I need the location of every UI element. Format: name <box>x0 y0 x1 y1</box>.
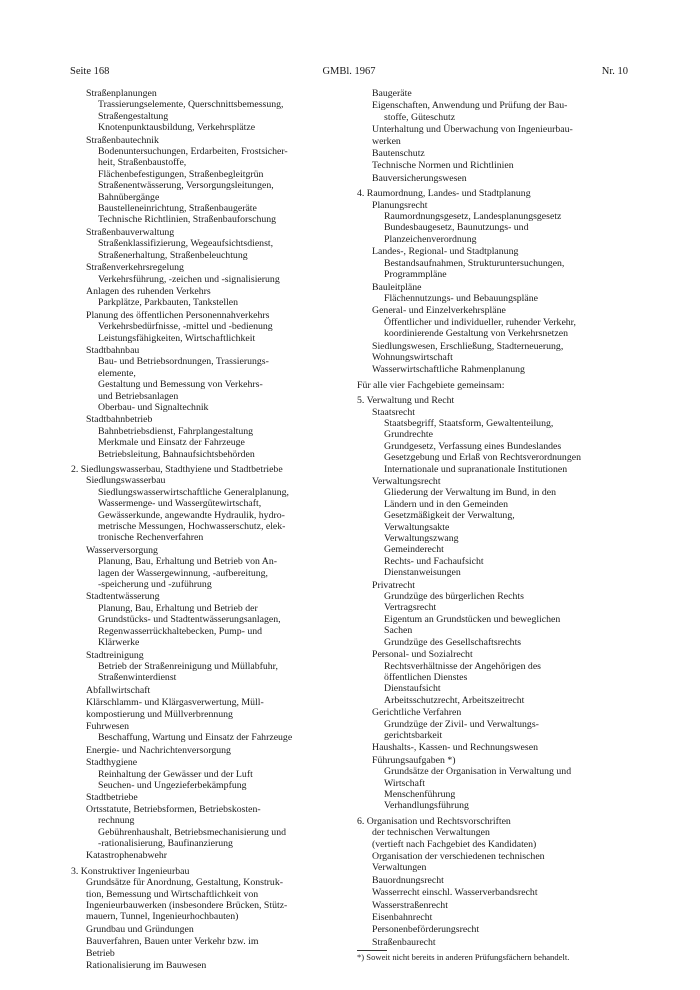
text-line: Oberbau- und Signaltechnik <box>98 401 209 413</box>
text-line: tronische Rechenverfahren <box>98 532 204 544</box>
text-line: Stadthygiene <box>86 757 138 769</box>
text-line: gerichtsbarkeit <box>384 729 443 741</box>
text-line: Gesetzgebung und Erlaß von Rechtsverordnungen <box>384 452 581 464</box>
text-line: Programmpläne <box>384 269 447 281</box>
page-number: Seite 168 <box>70 66 110 77</box>
text-line: Seuchen- und Ungezieferbekämpfung <box>98 779 247 791</box>
text-line: Grundsätze für Anordnung, Gestaltung, Konstruk- <box>86 877 283 889</box>
text-line: Klärwerke <box>98 637 140 649</box>
text-line: Dienstanweisungen <box>384 567 461 579</box>
text-line: Rechts- und Fachaufsicht <box>384 555 484 567</box>
text-line: Trassierungselemente, Querschnittsbemessung, <box>98 99 284 111</box>
text-line: Gebührenhaushalt, Betriebsmechanisierung und <box>98 826 286 838</box>
text-line: Gerichtliche Verfahren <box>372 707 462 719</box>
text-line: Stadtbetriebe <box>86 792 138 804</box>
text-line: lagen der Wassergewinnung, -aufbereitung, <box>98 567 268 579</box>
text-line: Gewässerkunde, angewandte Hydraulik, hydro- <box>98 509 285 521</box>
text-line: Verwaltungszwang <box>384 533 459 545</box>
text-line: Reinhaltung der Gewässer und der Luft <box>98 768 253 780</box>
text-line: Planzeichenverordnung <box>384 233 477 245</box>
text-line: Siedlungswesen, Erschließung, Stadterneuerung, <box>372 340 564 352</box>
text-line: Grundzüge der Zivil- und Verwaltungs- <box>384 718 539 730</box>
text-line: Planungsrecht <box>372 199 428 211</box>
text-line: Internationale und supranationale Institutionen <box>384 463 568 475</box>
text-line: Wassermenge- und Wassergütewirtschaft, <box>98 498 262 510</box>
text-line: Baustelleneinrichtung, Straßenbaugeräte <box>98 203 257 215</box>
text-line: Staatsrecht <box>372 406 415 418</box>
text-line: Grundstücks- und Stadtentwässerungsanlagen, <box>98 614 281 626</box>
text-line: Organisation der verschiedenen technischen <box>372 851 545 862</box>
text-line: Privatrecht <box>372 579 415 591</box>
text-line: Straßenentwässerung, Versorgungsleitungen, <box>98 180 274 192</box>
text-line: Straßenwinterdienst <box>98 672 177 684</box>
text-line: General- und Einzelverkehrspläne <box>372 305 506 317</box>
text-line: Gestaltung und Bemessung von Verkehrs- <box>98 379 263 391</box>
text-line: Personenbeförderungsrecht <box>372 924 480 936</box>
text-line: Rechtsverhältnisse der Angehörigen des <box>384 660 541 672</box>
text-line: öffentlichen Dienstes <box>384 671 468 683</box>
text-line: Eigentum an Grundstücken und beweglichen <box>384 613 561 625</box>
text-line: Grundzüge des Gesellschaftsrechts <box>384 636 522 648</box>
text-line: Wasserwirtschaftliche Rahmenplanung <box>372 364 525 376</box>
text-line: Wasserrecht einschl. Wasserverbandsrecht <box>372 887 538 899</box>
text-line: Straßenbaurecht <box>372 936 436 948</box>
text-line: Wasserversorgung <box>86 544 158 556</box>
text-line: Bestandsaufnahmen, Strukturuntersuchungen, <box>384 257 565 269</box>
text-line: Haushalts-, Kassen- und Rechnungswesen <box>372 742 538 754</box>
text-line: Bahnübergänge <box>98 191 160 203</box>
text-line: Bau- und Betriebsordnungen, Trassierungs- <box>98 356 269 368</box>
text-line: Wohnungswirtschaft <box>372 351 453 363</box>
text-line: Wasserstraßenrecht <box>372 899 448 911</box>
issue-number: Nr. 10 <box>601 66 628 77</box>
text-line: Verkehrsbedürfnisse, -mittel und -bedienung <box>98 321 273 333</box>
text-line: Rationalisierung im Bauwesen <box>86 960 207 972</box>
text-line: Straßenverkehrsregelung <box>86 262 184 274</box>
text-line: Stadtbahnbetrieb <box>86 414 153 426</box>
text-line: Bodenuntersuchungen, Erdarbeiten, Frostsicher- <box>98 146 288 158</box>
text-line: Bundesbaugesetz, Baunutzungs- und <box>384 222 529 234</box>
page-header <box>70 66 628 80</box>
text-line: Für alle vier Fachgebiete gemeinsam: <box>357 379 505 391</box>
text-line: Katastrophenabwehr <box>86 850 168 862</box>
text-line: Straßenbautechnik <box>86 134 159 146</box>
text-line: Verkehrsführung, -zeichen und -signalisierung <box>98 273 280 285</box>
text-line: Grundrechte <box>384 429 433 441</box>
text-line: stoffe, Güteschutz <box>384 111 456 123</box>
text-line: Stadtreinigung <box>86 649 144 661</box>
text-line: Grundbau und Gründungen <box>86 923 194 935</box>
text-line: Vertragsrecht <box>384 602 437 614</box>
text-line: Ortsstatute, Betriebsformen, Betriebskosten- <box>86 803 261 815</box>
text-line: elemente, <box>98 367 136 379</box>
text-line: Unterhaltung und Überwachung von Ingenieurbau- <box>372 124 573 136</box>
text-line: Straßenbauverwaltung <box>86 226 175 238</box>
text-line: Straßenplanungen <box>86 88 157 99</box>
text-line: Betriebsleitung, Bahnaufsichtsbehörden <box>98 448 255 460</box>
text-line: Bauverfahren, Bauen unter Verkehr bzw. im <box>86 936 259 948</box>
text-line: Landes-, Regional- und Stadtplanung <box>372 246 519 258</box>
text-line: Wirtschaft <box>384 777 425 789</box>
text-line: koordinierende Gestaltung von Verkehrsnetzen <box>384 328 568 340</box>
text-line: Eigenschaften, Anwendung und Prüfung der Bau- <box>372 100 568 112</box>
text-line: Flächennutzungs- und Bebauungspläne <box>384 292 538 304</box>
text-line: Bauversicherungswesen <box>372 172 467 184</box>
text-line: Verwaltungsrecht <box>372 476 441 487</box>
text-line: Stadtbahnbau <box>86 344 140 356</box>
text-line: Siedlungswasserwirtschaftliche Generalplanung, <box>98 486 289 498</box>
text-line: Klärschlamm- und Klärgasverwertung, Müll- <box>86 697 264 709</box>
text-line: Sachen <box>384 625 413 637</box>
text-line: Grundzüge des bürgerlichen Rechts <box>384 591 524 603</box>
text-line: Straßenklassifizierung, Wegeaufsichtsdienst, <box>98 238 274 250</box>
text-line: Arbeitsschutzrecht, Arbeitszeitrecht <box>384 694 525 706</box>
text-line: metrische Messungen, Hochwasserschutz, elek- <box>98 521 286 533</box>
text-line: und Betriebsanlagen <box>98 390 179 402</box>
text-line: Planung, Bau, Erhaltung und Betrieb der <box>98 602 258 614</box>
text-line: Regenwasserrückhaltebecken, Pump- und <box>98 625 263 637</box>
text-line: Parkplätze, Parkbauten, Tankstellen <box>98 297 239 309</box>
text-line: Planung des öffentlichen Personennahverkehrs <box>86 309 270 321</box>
text-line: Betrieb der Straßenreinigung und Müllabfuhr, <box>98 660 278 672</box>
text-line: Technische Richtlinien, Straßenbauforschung <box>98 214 277 226</box>
text-line: -rationalisierung, Baufinanzierung <box>98 838 233 849</box>
text-line: Dienstaufsicht <box>384 683 441 695</box>
text-line: Bahnbetriebsdienst, Fahrplangestaltung <box>98 425 254 437</box>
text-line: Ingenieurbauwerken (insbesondere Brücken, Stütz- <box>86 900 288 912</box>
text-line: mauern, Tunnel, Ingenieurhochbauten) <box>86 911 239 923</box>
text-line: rechnung <box>98 815 135 827</box>
journal-title: GMBl. 1967 <box>322 66 376 77</box>
text-line: Stadtentwässerung <box>86 591 160 603</box>
text-line: Bauleitpläne <box>372 281 422 293</box>
text-line: (vertieft nach Fachgebiet des Kandidaten) <box>372 838 537 850</box>
footnote-rule <box>357 950 387 951</box>
left-column <box>71 88 343 971</box>
text-line: Fuhrwesen <box>86 720 129 732</box>
text-line: Knotenpunktausbildung, Verkehrsplätze <box>98 122 256 134</box>
text-line: 4. Raumordnung, Landes- und Stadtplanung <box>357 188 531 200</box>
text-line: Anlagen des ruhenden Verkehrs <box>86 285 211 297</box>
text-line: Technische Normen und Richtlinien <box>372 160 514 172</box>
text-line: Ländern und in den Gemeinden <box>384 498 509 510</box>
text-line: Gesetzmäßigkeit der Verwaltung, <box>384 510 515 522</box>
text-line: Grundgesetz, Verfassung eines Bundeslandes <box>384 440 562 452</box>
text-line: Betrieb <box>86 947 115 959</box>
text-line: heit, Straßenbaustoffe, <box>98 157 187 169</box>
text-line: 5. Verwaltung und Recht <box>357 395 455 407</box>
text-line: Leistungsfähigkeiten, Wirtschaftlichkeit <box>98 332 256 344</box>
text-line: Gemeinderecht <box>384 544 444 556</box>
text-line: Menschenführung <box>384 788 456 800</box>
text-line: Planung, Bau, Erhaltung und Betrieb von An- <box>98 556 278 568</box>
text-line: 3. Konstruktiver Ingenieurbau <box>71 865 190 877</box>
text-line: Verwaltungen <box>372 862 427 874</box>
right-column <box>357 88 632 964</box>
text-line: Straßenerhaltung, Straßenbeleuchtung <box>98 249 248 261</box>
text-line: der technischen Verwaltungen <box>372 827 490 839</box>
text-line: Staatsbegriff, Staatsform, Gewaltenteilung, <box>384 417 554 429</box>
text-line: Führungsaufgaben *) <box>372 754 456 766</box>
text-line: Verhandlungsführung <box>384 800 469 812</box>
text-line: Bautenschutz <box>372 148 425 160</box>
text-line: Gliederung der Verwaltung im Bund, in den <box>384 487 557 499</box>
text-line: Raumordnungsgesetz, Landesplanungsgesetz <box>384 211 562 223</box>
text-line: Verwaltungsakte <box>384 521 450 533</box>
text-line: Abfallwirtschaft <box>86 684 151 696</box>
text-line: Baugeräte <box>372 88 412 99</box>
text-line: Bauordnungsrecht <box>372 874 444 886</box>
text-line: -speicherung und -zuführung <box>98 579 212 591</box>
text-line: 2. Siedlungswasserbau, Stadthyiene und Stadtbetriebe <box>71 464 283 475</box>
text-line: Siedlungswasserbau <box>86 475 166 487</box>
text-line: tion, Bemessung und Wirtschaftlichkeit von <box>86 888 259 900</box>
text-line: Öffentlicher und individueller, ruhender Verkehr, <box>384 316 577 328</box>
text-line: Flächenbefestigungen, Straßenbegleitgrün <box>98 168 264 180</box>
text-line: Beschaffung, Wartung und Einsatz der Fahrzeuge <box>98 732 293 744</box>
text-line: Merkmale und Einsatz der Fahrzeuge <box>98 437 245 449</box>
text-line: Grundsätze der Organisation in Verwaltung und <box>384 766 572 778</box>
text-line: kompostierung und Müllverbrennung <box>86 708 233 720</box>
text-line: werken <box>372 135 401 147</box>
right-column-lines <box>357 88 632 948</box>
footnote: *) Soweit nicht bereits in anderen Prüfungsfächern behandelt. <box>357 952 570 963</box>
text-line: Eisenbahnrecht <box>372 912 433 924</box>
text-line: 6. Organisation und Rechtsvorschriften <box>357 815 511 827</box>
text-line: Energie- und Nachrichtenversorgung <box>86 744 231 756</box>
text-line: Personal- und Sozialrecht <box>372 649 473 661</box>
text-line: Straßengestaltung <box>98 110 169 122</box>
